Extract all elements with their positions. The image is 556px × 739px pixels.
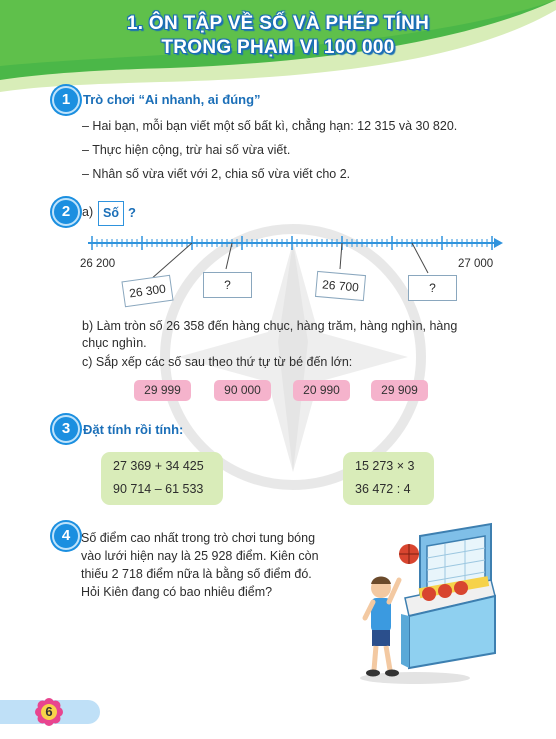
number-line bbox=[0, 225, 556, 285]
part-c-line: c) Sắp xếp các số sau theo thứ tự từ bé đến lớn: bbox=[82, 355, 353, 369]
exercise-1-badge: 1 bbox=[52, 86, 80, 114]
calc-expression: 15 273 × 3 bbox=[355, 459, 415, 473]
number-line-box-4[interactable]: ? bbox=[408, 275, 457, 301]
exercise-4-badge: 4 bbox=[52, 522, 80, 550]
so-label-box: Số bbox=[98, 201, 124, 226]
exercise-2-badge: 2 bbox=[52, 198, 80, 226]
exercise-1-title: Trò chơi “Ai nhanh, ai đúng” bbox=[83, 92, 261, 107]
exercise-4-line: Số điểm cao nhất trong trò chơi tung bóng bbox=[81, 531, 316, 545]
number-line-box-3: 26 700 bbox=[315, 271, 366, 301]
exercise-1-line: – Nhân số vừa viết với 2, chia số vừa viết cho 2. bbox=[82, 167, 351, 181]
exercise-3-title: Đặt tính rồi tính: bbox=[83, 422, 184, 437]
number-line-box-2[interactable]: ? bbox=[203, 272, 252, 298]
basketball-game-illustration bbox=[345, 518, 505, 686]
calc-expression: 27 369 + 34 425 bbox=[113, 459, 204, 473]
number-line-start-label: 26 200 bbox=[80, 258, 116, 270]
sort-number-pill: 29 909 bbox=[371, 380, 428, 401]
exercise-1-line: – Hai bạn, mỗi bạn viết một số bất kì, chẳng hạn: 12 315 và 30 820. bbox=[82, 119, 458, 133]
exercise-1-line: – Thực hiện cộng, trừ hai số vừa viết. bbox=[82, 143, 291, 157]
page-number: 6 bbox=[45, 704, 53, 719]
exercise-4-line: vào lưới hiện nay là 25 928 điểm. Kiên còn bbox=[81, 549, 319, 563]
lesson-title-line1: 1. ÔN TẬP VỀ SỐ VÀ PHÉP TÍNH bbox=[126, 13, 430, 34]
exercise-4-line: thiếu 2 718 điểm nữa là bằng số điểm đó. bbox=[81, 567, 312, 581]
part-b-line1: b) Làm tròn số 26 358 đến hàng chục, hàng trăm, hàng nghìn, hàng bbox=[82, 319, 458, 333]
exercise-4-line: Hỏi Kiên đang có bao nhiêu điểm? bbox=[81, 585, 273, 599]
lesson-title-line2: TRONG PHẠM VI 100 000 bbox=[161, 37, 395, 58]
number-line-end-label: 27 000 bbox=[458, 258, 494, 270]
question-mark: ? bbox=[128, 205, 136, 220]
calc-expression: 90 714 – 61 533 bbox=[113, 482, 204, 496]
part-a-label: a) bbox=[82, 205, 94, 219]
sort-number-pill: 90 000 bbox=[214, 380, 271, 401]
number-line-box-1: 26 300 bbox=[121, 275, 173, 308]
part-b-line2: chục nghìn. bbox=[82, 336, 147, 350]
sort-number-pill: 29 999 bbox=[134, 380, 191, 401]
calc-expression: 36 472 : 4 bbox=[355, 482, 411, 496]
exercise-3-badge: 3 bbox=[52, 415, 80, 443]
sort-number-pill: 20 990 bbox=[293, 380, 350, 401]
